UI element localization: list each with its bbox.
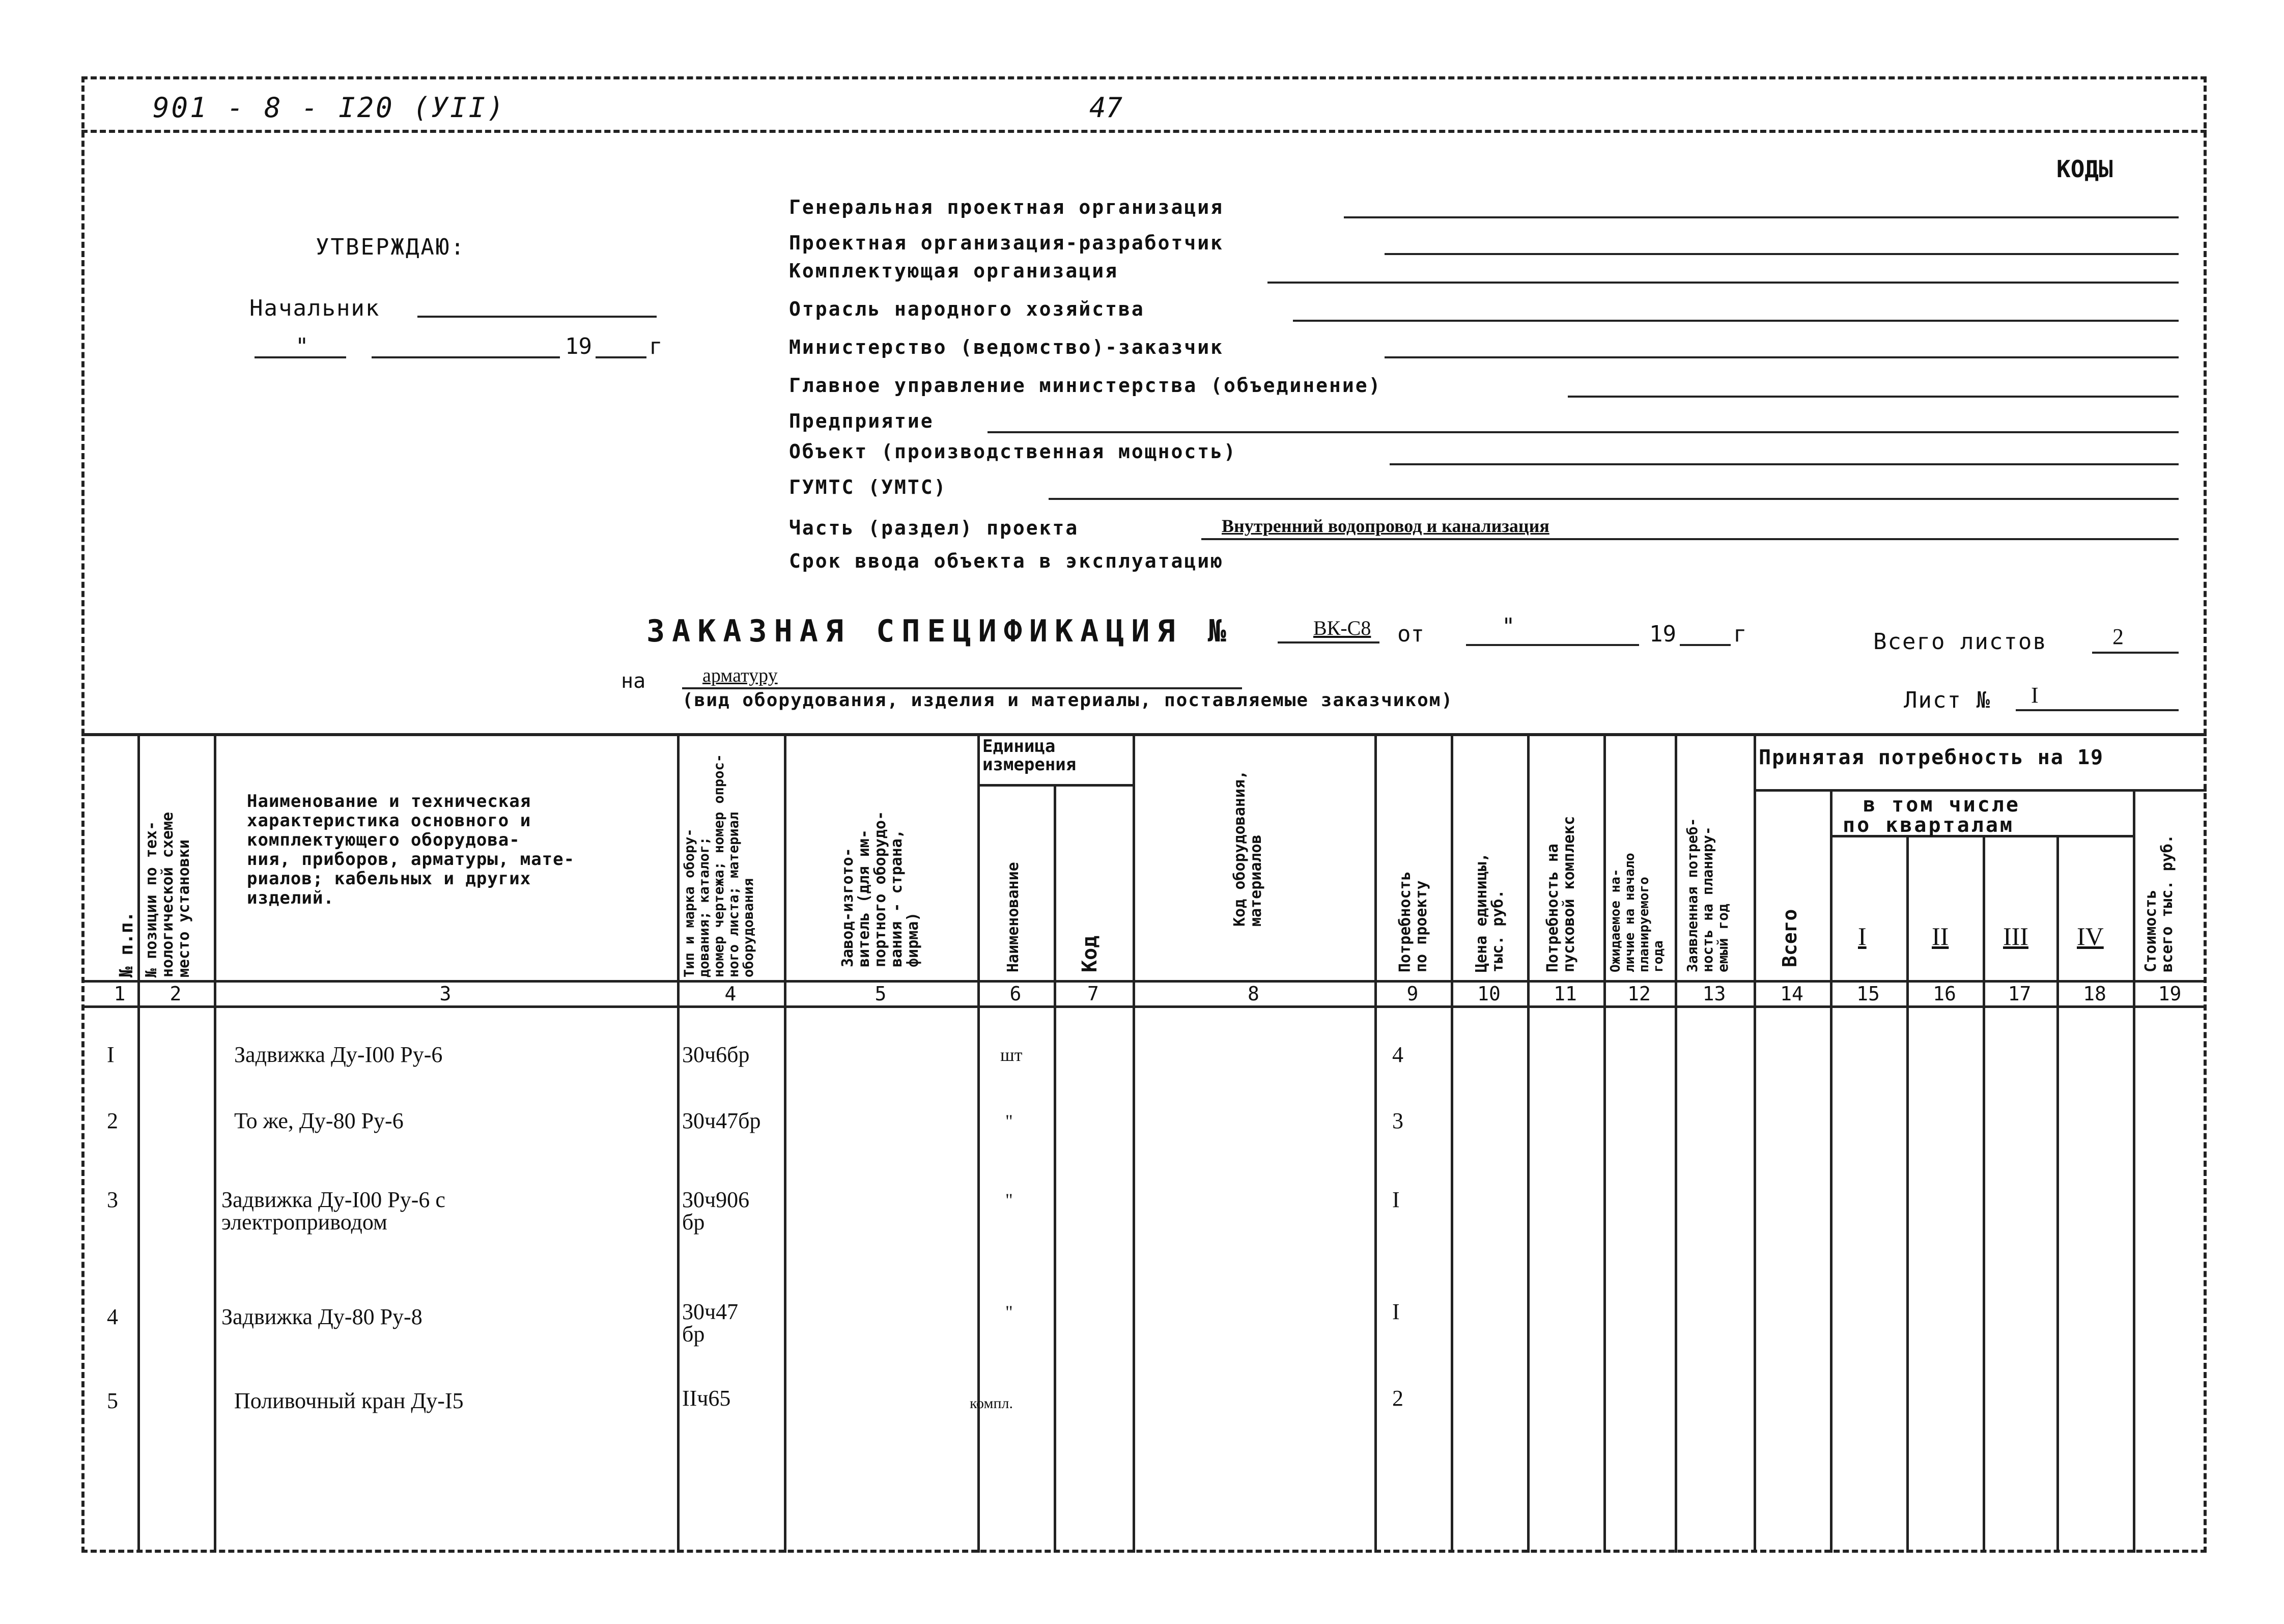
row-type: 30ч47бр [682, 1108, 761, 1133]
spec-number: ВК-С8 [1313, 617, 1371, 639]
row-type: 30ч47 бр [682, 1299, 739, 1347]
spec-number-line [1278, 641, 1379, 643]
header-col2: № позиции по тех- нологической схеме место установки [143, 811, 193, 977]
row-number: 3 [107, 1187, 118, 1212]
header-col6: Наименование [1004, 862, 1022, 972]
header-col3-text: Наименование и техническая характеристика основного и комплектующего оборудова- ния, приборов, арматуры, мате- риалов; кабельных и других изделий. [247, 791, 575, 908]
row-number: I [107, 1042, 115, 1067]
row-name: То же, Ду-80 Ру-6 [234, 1108, 404, 1133]
header-col5: Завод-изгото- витель (для им- портного оборудо- вания - страна, фирма) [839, 810, 922, 967]
row-number: 5 [107, 1388, 118, 1413]
row-qty: I [1392, 1187, 1400, 1212]
row-border [1754, 789, 2207, 792]
date-year-line [596, 356, 646, 358]
header-unit-group: Единица измерения [982, 736, 1077, 775]
row-name: Задвижка Ду-I00 Ру-6 [234, 1042, 443, 1067]
column-number: 13 [1702, 983, 1726, 1005]
row-unit: шт [1000, 1045, 1023, 1065]
page-number: 47 [1089, 92, 1123, 124]
total-sheets-label: Всего листов [1873, 629, 2047, 655]
date-month-line [372, 356, 560, 358]
row-border [977, 784, 1133, 787]
header-col8: Код оборудования, материалов [1231, 770, 1265, 927]
spec-on-value: арматуру [702, 665, 778, 686]
total-sheets-value: 2 [2112, 624, 2124, 649]
header-col10: Цена единицы, тыс. руб. [1473, 853, 1507, 972]
header-accepted: Принятая потребность на 19 [1759, 746, 2104, 769]
sheet-label: Лист № [1904, 687, 1991, 713]
column-number: 10 [1477, 983, 1501, 1005]
field-label: Проектная организация-разработчик [789, 232, 1224, 254]
col-border [1451, 733, 1453, 1553]
header-col4: Тип и марка обору- дования; каталог; номер чертежа; номер опрос- ного листа; материал оборудования [682, 754, 756, 977]
spec-on-label: на [621, 669, 646, 693]
field-label: Главное управление министерства (объединение) [789, 374, 1382, 397]
col-border [1603, 733, 1606, 1553]
column-number: 3 [439, 983, 452, 1005]
row-qty: I [1392, 1299, 1400, 1324]
field-label: Объект (производственная мощность) [789, 440, 1237, 463]
col-border [1906, 835, 1909, 1553]
spec-title: ЗАКАЗНАЯ СПЕЦИФИКАЦИЯ № [646, 613, 1233, 649]
row-unit: " [1005, 1302, 1013, 1322]
field-label: Предприятие [789, 410, 934, 432]
field-line [1568, 396, 2179, 398]
field-value: Внутренний водопровод и канализация [1222, 516, 1549, 536]
date-year-suffix: г [649, 333, 663, 359]
spec-year-line [1680, 644, 1731, 646]
field-label: Министерство (ведомство)-заказчик [789, 336, 1224, 358]
header-quarters-1: в том числе [1863, 793, 2020, 817]
row-number: 2 [107, 1108, 118, 1133]
col-border [977, 733, 980, 1553]
row-name: Задвижка Ду-I00 Ру-6 с электроприводом [221, 1187, 445, 1235]
col-border [214, 733, 216, 1553]
header-col14: Всего [1779, 909, 1801, 967]
col-border [2133, 789, 2135, 1553]
spec-on-subtitle: (вид оборудования, изделия и материалы, поставляемые заказчиком) [682, 690, 1454, 711]
column-number: 19 [2158, 983, 2182, 1005]
spec-date-line [1466, 644, 1639, 646]
row-border [81, 1005, 2207, 1008]
col-border [1830, 789, 1832, 1553]
column-number: 6 [1009, 983, 1022, 1005]
chief-label: Начальник [249, 295, 380, 321]
header-col3 [247, 792, 575, 908]
field-line [1293, 320, 2179, 322]
spec-on-line [682, 687, 1242, 689]
column-number: 5 [875, 983, 887, 1005]
spec-date-quote: " [1502, 613, 1515, 639]
field-label: Срок ввода объекта в эксплуатацию [789, 550, 1224, 572]
row-number: 4 [107, 1304, 118, 1329]
col-border [2056, 835, 2059, 1553]
header-col19: Стоимость всего тыс. руб. [2142, 834, 2176, 972]
spec-year-prefix: 19 [1649, 621, 1676, 647]
sheet-line [2016, 709, 2179, 711]
header-col9: Потребность по проекту [1396, 871, 1430, 972]
field-label: Отрасль народного хозяйства [789, 298, 1145, 320]
chief-signature-line [417, 316, 657, 318]
header-col13: Заявленная потреб- ность на планиру- емый год [1684, 818, 1731, 972]
col-border [677, 733, 680, 1553]
row-type: 30ч6бр [682, 1042, 750, 1067]
row-type: IIч65 [682, 1386, 731, 1411]
col-border [1754, 733, 1756, 1553]
column-number: 18 [2083, 983, 2106, 1005]
row-unit: " [1005, 1190, 1013, 1210]
header-divider [81, 130, 2207, 133]
col-border [1527, 733, 1530, 1553]
col-border [1675, 733, 1677, 1553]
codes-label: КОДЫ [2056, 155, 2113, 183]
row-type: 30ч906 бр [682, 1187, 750, 1235]
field-line [1390, 463, 2179, 465]
column-number: 12 [1627, 983, 1651, 1005]
field-label: Комплектующая организация [789, 260, 1118, 282]
header-q4: IV [2077, 922, 2104, 950]
field-label: Часть (раздел) проекта [789, 517, 1079, 539]
col-border [1133, 733, 1135, 1553]
col-border [1374, 733, 1377, 1553]
field-label: Генеральная проектная организация [789, 196, 1224, 218]
row-qty: 2 [1392, 1386, 1403, 1411]
column-number: 16 [1933, 983, 1956, 1005]
row-qty: 4 [1392, 1042, 1403, 1067]
date-year-prefix: 19 [565, 333, 592, 359]
row-name: Поливочный кран Ду-I5 [234, 1388, 464, 1413]
field-label: ГУМТС (УМТС) [789, 476, 947, 498]
col-border [137, 733, 140, 1553]
header-col12: Ожидаемое на- личие на начало планируемого года [1608, 853, 1666, 972]
column-number: 9 [1406, 983, 1419, 1005]
field-line [1267, 282, 2179, 284]
col-border [1054, 784, 1056, 1553]
row-unit: " [1005, 1111, 1013, 1131]
column-number: 7 [1087, 983, 1099, 1005]
field-line [1385, 356, 2179, 358]
row-name: Задвижка Ду-80 Ру-8 [221, 1304, 422, 1329]
column-number: 14 [1780, 983, 1803, 1005]
field-line [1201, 538, 2179, 540]
field-line [1049, 498, 2179, 500]
field-line [1344, 216, 2179, 218]
header-quarters-2: по кварталам [1843, 814, 2014, 837]
header-col11: Потребность на пусковой комплекс [1544, 816, 1578, 972]
total-sheets-line [2092, 652, 2179, 654]
column-number: 11 [1554, 983, 1577, 1005]
field-line [988, 431, 2179, 433]
document-code: 901 - 8 - I20 (УII) [153, 92, 506, 124]
column-number: 8 [1248, 983, 1259, 1005]
header-q3: III [2003, 922, 2028, 950]
col-border [784, 733, 786, 1553]
field-line [1385, 253, 2179, 255]
header-col1: № п.п. [116, 911, 137, 977]
row-qty: 3 [1392, 1108, 1403, 1133]
column-number: 4 [724, 983, 737, 1005]
date-quote: " [295, 333, 309, 359]
header-q1: I [1858, 922, 1867, 950]
column-number: 17 [2008, 983, 2032, 1005]
form-divider [81, 733, 2207, 736]
sheet-value: I [2031, 683, 2039, 708]
approve-label: УТВЕРЖДАЮ: [316, 234, 466, 260]
spec-year-suffix: г [1733, 621, 1747, 647]
header-q2: II [1932, 922, 1949, 950]
row-unit: компл. [970, 1395, 1013, 1412]
column-number: 1 [114, 983, 126, 1005]
column-number: 2 [170, 983, 182, 1005]
spec-from-label: от [1397, 621, 1424, 647]
header-col7: Код [1078, 935, 1102, 972]
column-number: 15 [1856, 983, 1880, 1005]
col-border [1983, 835, 1985, 1553]
